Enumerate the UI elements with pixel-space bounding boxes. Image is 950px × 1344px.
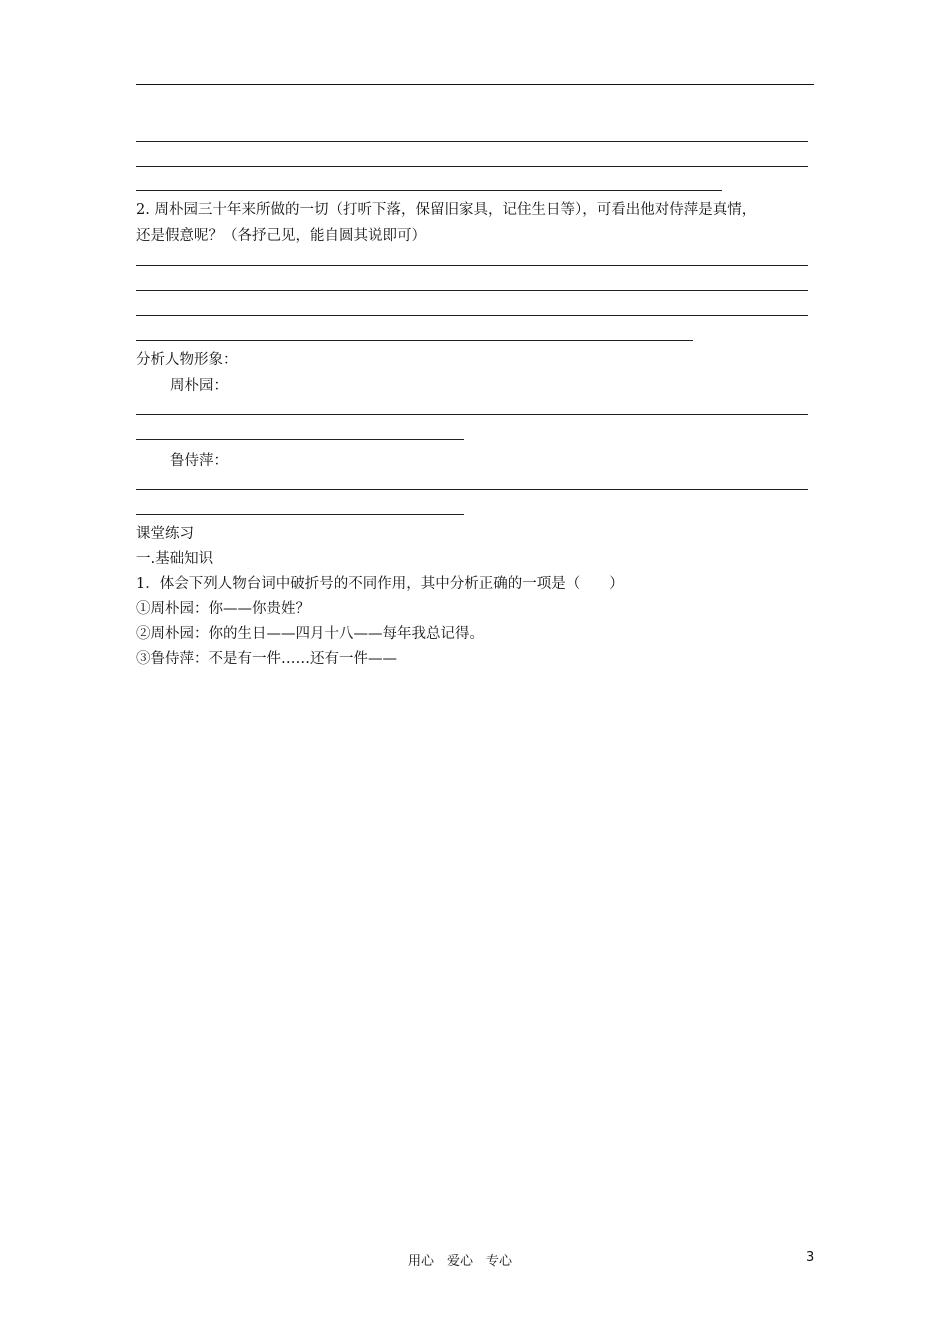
answer-line (136, 514, 464, 515)
section-heading-exercise: 课堂练习 (136, 526, 194, 542)
answer-line (136, 315, 808, 316)
answer-line (136, 141, 808, 142)
answer-line (136, 439, 464, 440)
answer-line (136, 190, 722, 191)
answer-line (136, 340, 693, 341)
section-heading-character: 分析人物形象： (136, 352, 238, 368)
answer-line (136, 166, 808, 167)
footer-motto: 用心 爱心 专心 (408, 1254, 513, 1269)
exercise-item-2: ②周朴园：你的生日——四月十八——每年我总记得。 (136, 626, 484, 642)
page-number: 3 (806, 1250, 815, 1265)
answer-line (136, 265, 808, 266)
exercise-question-1: 1．体会下列人物台词中破折号的不同作用，其中分析正确的一项是（ ） (136, 576, 624, 592)
exercise-item-1: ①周朴园：你——你贵姓？ (136, 601, 310, 617)
answer-line (136, 414, 808, 415)
character-label-zhou: 周朴园： (170, 378, 228, 394)
exercise-item-3: ③鲁侍萍：不是有一件……还有一件—— (136, 651, 397, 667)
subsection-heading: 一.基础知识 (136, 551, 214, 567)
answer-line (136, 489, 808, 490)
question-2-line-2: 还是假意呢？（各抒己见，能自圆其说即可） (136, 228, 426, 244)
header-rule (136, 84, 814, 85)
answer-line (136, 290, 808, 291)
character-label-lu: 鲁侍萍： (170, 453, 228, 469)
question-2-line-1: 2. 周朴园三十年来所做的一切（打听下落，保留旧家具，记住生日等），可看出他对侍萍是真情， (136, 202, 757, 218)
